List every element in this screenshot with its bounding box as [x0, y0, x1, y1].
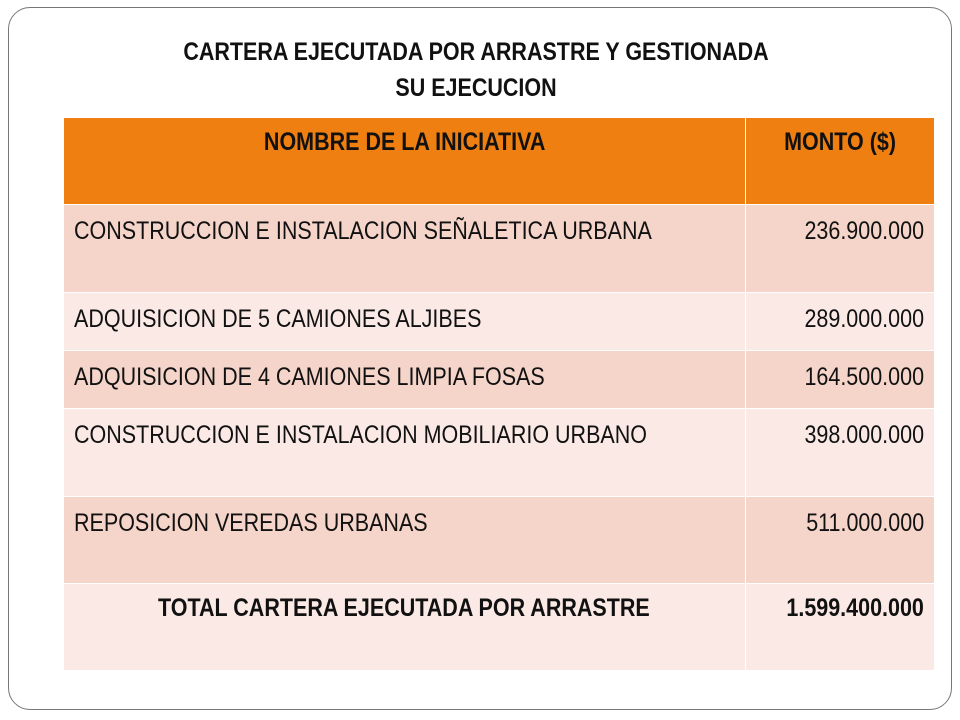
header-initiative-name: NOMBRE DE LA INICIATIVA	[64, 118, 745, 204]
amount-cell: 398.000.000	[745, 408, 934, 496]
portfolio-table	[64, 118, 934, 670]
initiative-name-cell: ADQUISICION DE 5 CAMIONES ALJIBES	[64, 292, 745, 350]
slide-title	[67, 34, 886, 106]
initiative-name-cell: ADQUISICION DE 4 CAMIONES LIMPIA FOSAS	[64, 350, 745, 408]
total-label-cell: TOTAL CARTERA EJECUTADA POR ARRASTRE	[64, 583, 745, 670]
table-row	[64, 292, 934, 350]
header-amount: MONTO ($)	[745, 118, 934, 204]
amount-cell: 236.900.000	[745, 204, 934, 292]
table-row	[64, 496, 934, 583]
total-amount-cell: 1.599.400.000	[745, 583, 934, 670]
amount-cell: 511.000.000	[745, 496, 934, 583]
table-total-row	[64, 583, 934, 670]
table-row	[64, 408, 934, 496]
table-row	[64, 204, 934, 292]
initiative-name-cell: CONSTRUCCION E INSTALACION MOBILIARIO URBANO	[64, 408, 745, 496]
title-line-1: CARTERA EJECUTADA POR ARRASTRE Y GESTIONADA	[183, 38, 769, 66]
amount-cell: 289.000.000	[745, 292, 934, 350]
table-header-row	[64, 118, 934, 204]
table-row	[64, 350, 934, 408]
initiative-name-cell: CONSTRUCCION E INSTALACION SEÑALETICA URBANA	[64, 204, 745, 292]
title-line-2: SU EJECUCION	[395, 74, 557, 102]
initiative-name-cell: REPOSICION VEREDAS URBANAS	[64, 496, 745, 583]
amount-cell: 164.500.000	[745, 350, 934, 408]
